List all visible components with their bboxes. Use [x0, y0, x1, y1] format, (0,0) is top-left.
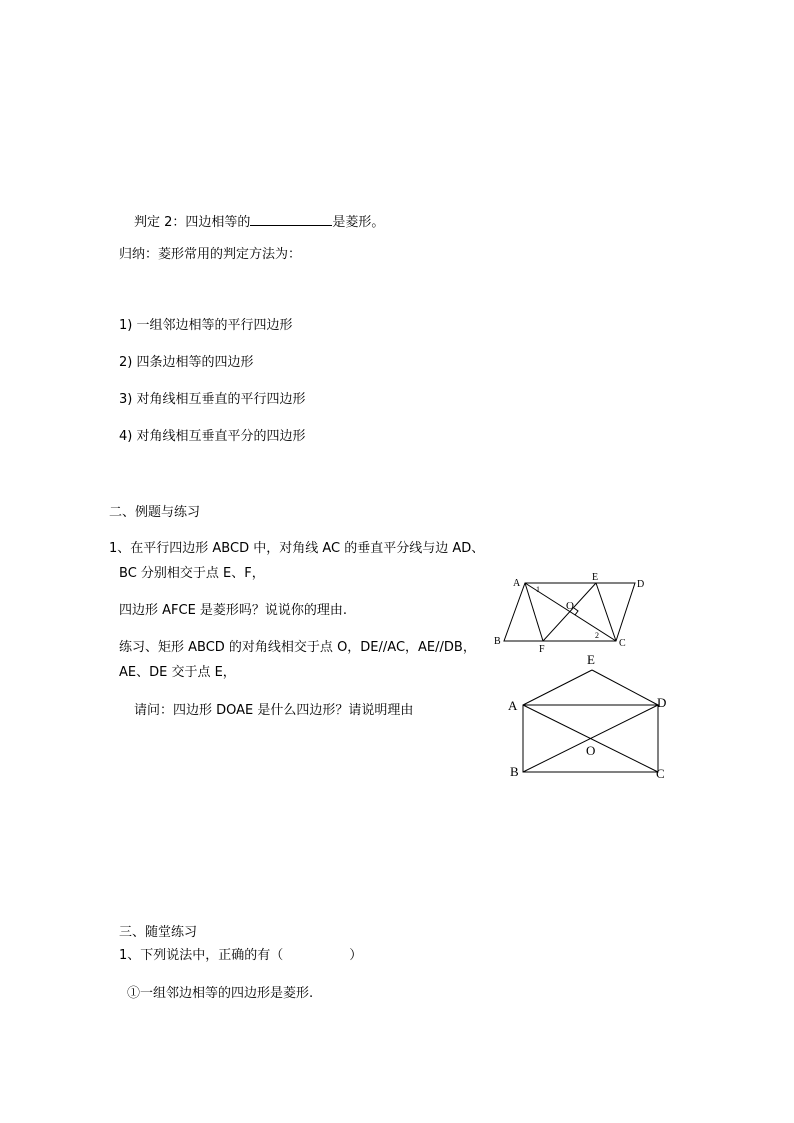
label-angle-1: 1 [536, 585, 540, 594]
label-F: F [539, 644, 545, 655]
section-2-heading: 二、例题与练习 [109, 505, 201, 520]
practice-line-2: AE、DE 交于点 E， [119, 665, 236, 680]
method-item-2: 2) 四条边相等的四边形 [119, 355, 254, 370]
exercise-1-option-1: ①一组邻边相等的四边形是菱形. [127, 986, 314, 1001]
segment-ec [596, 583, 616, 641]
label-D: D [657, 695, 667, 710]
figure-parallelogram [490, 572, 650, 655]
label-A: A [508, 698, 518, 713]
label-angle-2: 2 [595, 631, 599, 640]
exercise-1-close-paren: ） [349, 948, 363, 963]
segment-ef [543, 583, 596, 641]
method-item-3: 3) 对角线相互垂直的平行四边形 [119, 392, 306, 407]
right-angle-mark [574, 608, 578, 615]
example-1-question: 四边形 AFCE 是菱形吗？说说你的理由. [119, 603, 348, 618]
practice-question: 请问：四边形 DOAE 是什么四边形？请说明理由 [134, 703, 414, 718]
example-1-line-1: 1、在平行四边形 ABCD 中，对角线 AC 的垂直平分线与边 AD、 [109, 541, 485, 556]
segment-de [592, 670, 658, 705]
label-O: O [586, 743, 596, 758]
section-3-heading: 三、随堂练习 [119, 925, 198, 940]
segment-af [525, 583, 543, 641]
label-O: O [566, 600, 574, 612]
method-item-4: 4) 对角线相互垂直平分的四边形 [119, 429, 306, 444]
answer-blank[interactable] [250, 213, 332, 226]
label-E: E [587, 652, 595, 667]
figure-rectangle [505, 648, 670, 783]
judgement-2-suffix: 是菱形。 [332, 215, 385, 230]
label-D: D [637, 579, 645, 590]
label-B: B [510, 764, 519, 779]
example-1-line-2: BC 分别相交于点 E、F， [119, 566, 265, 581]
label-C: C [656, 766, 665, 781]
judgement-2-prefix: 判定 2：四边相等的 [134, 215, 251, 230]
label-C: C [619, 638, 626, 649]
segment-ae [523, 670, 592, 705]
exercise-1-stem [119, 948, 362, 964]
method-item-1: 1) 一组邻边相等的平行四边形 [119, 318, 293, 333]
judgement-2-line [134, 213, 384, 231]
practice-line-1: 练习、矩形 ABCD 的对角线相交于点 O，DE//AC，AE//DB， [119, 640, 476, 655]
exercise-1-stem-text: 1、下列说法中，正确的有（ [119, 948, 284, 963]
label-A: A [513, 578, 521, 589]
label-E: E [592, 572, 599, 583]
label-B: B [494, 636, 501, 647]
summary-line: 归纳：菱形常用的判定方法为： [119, 247, 302, 262]
